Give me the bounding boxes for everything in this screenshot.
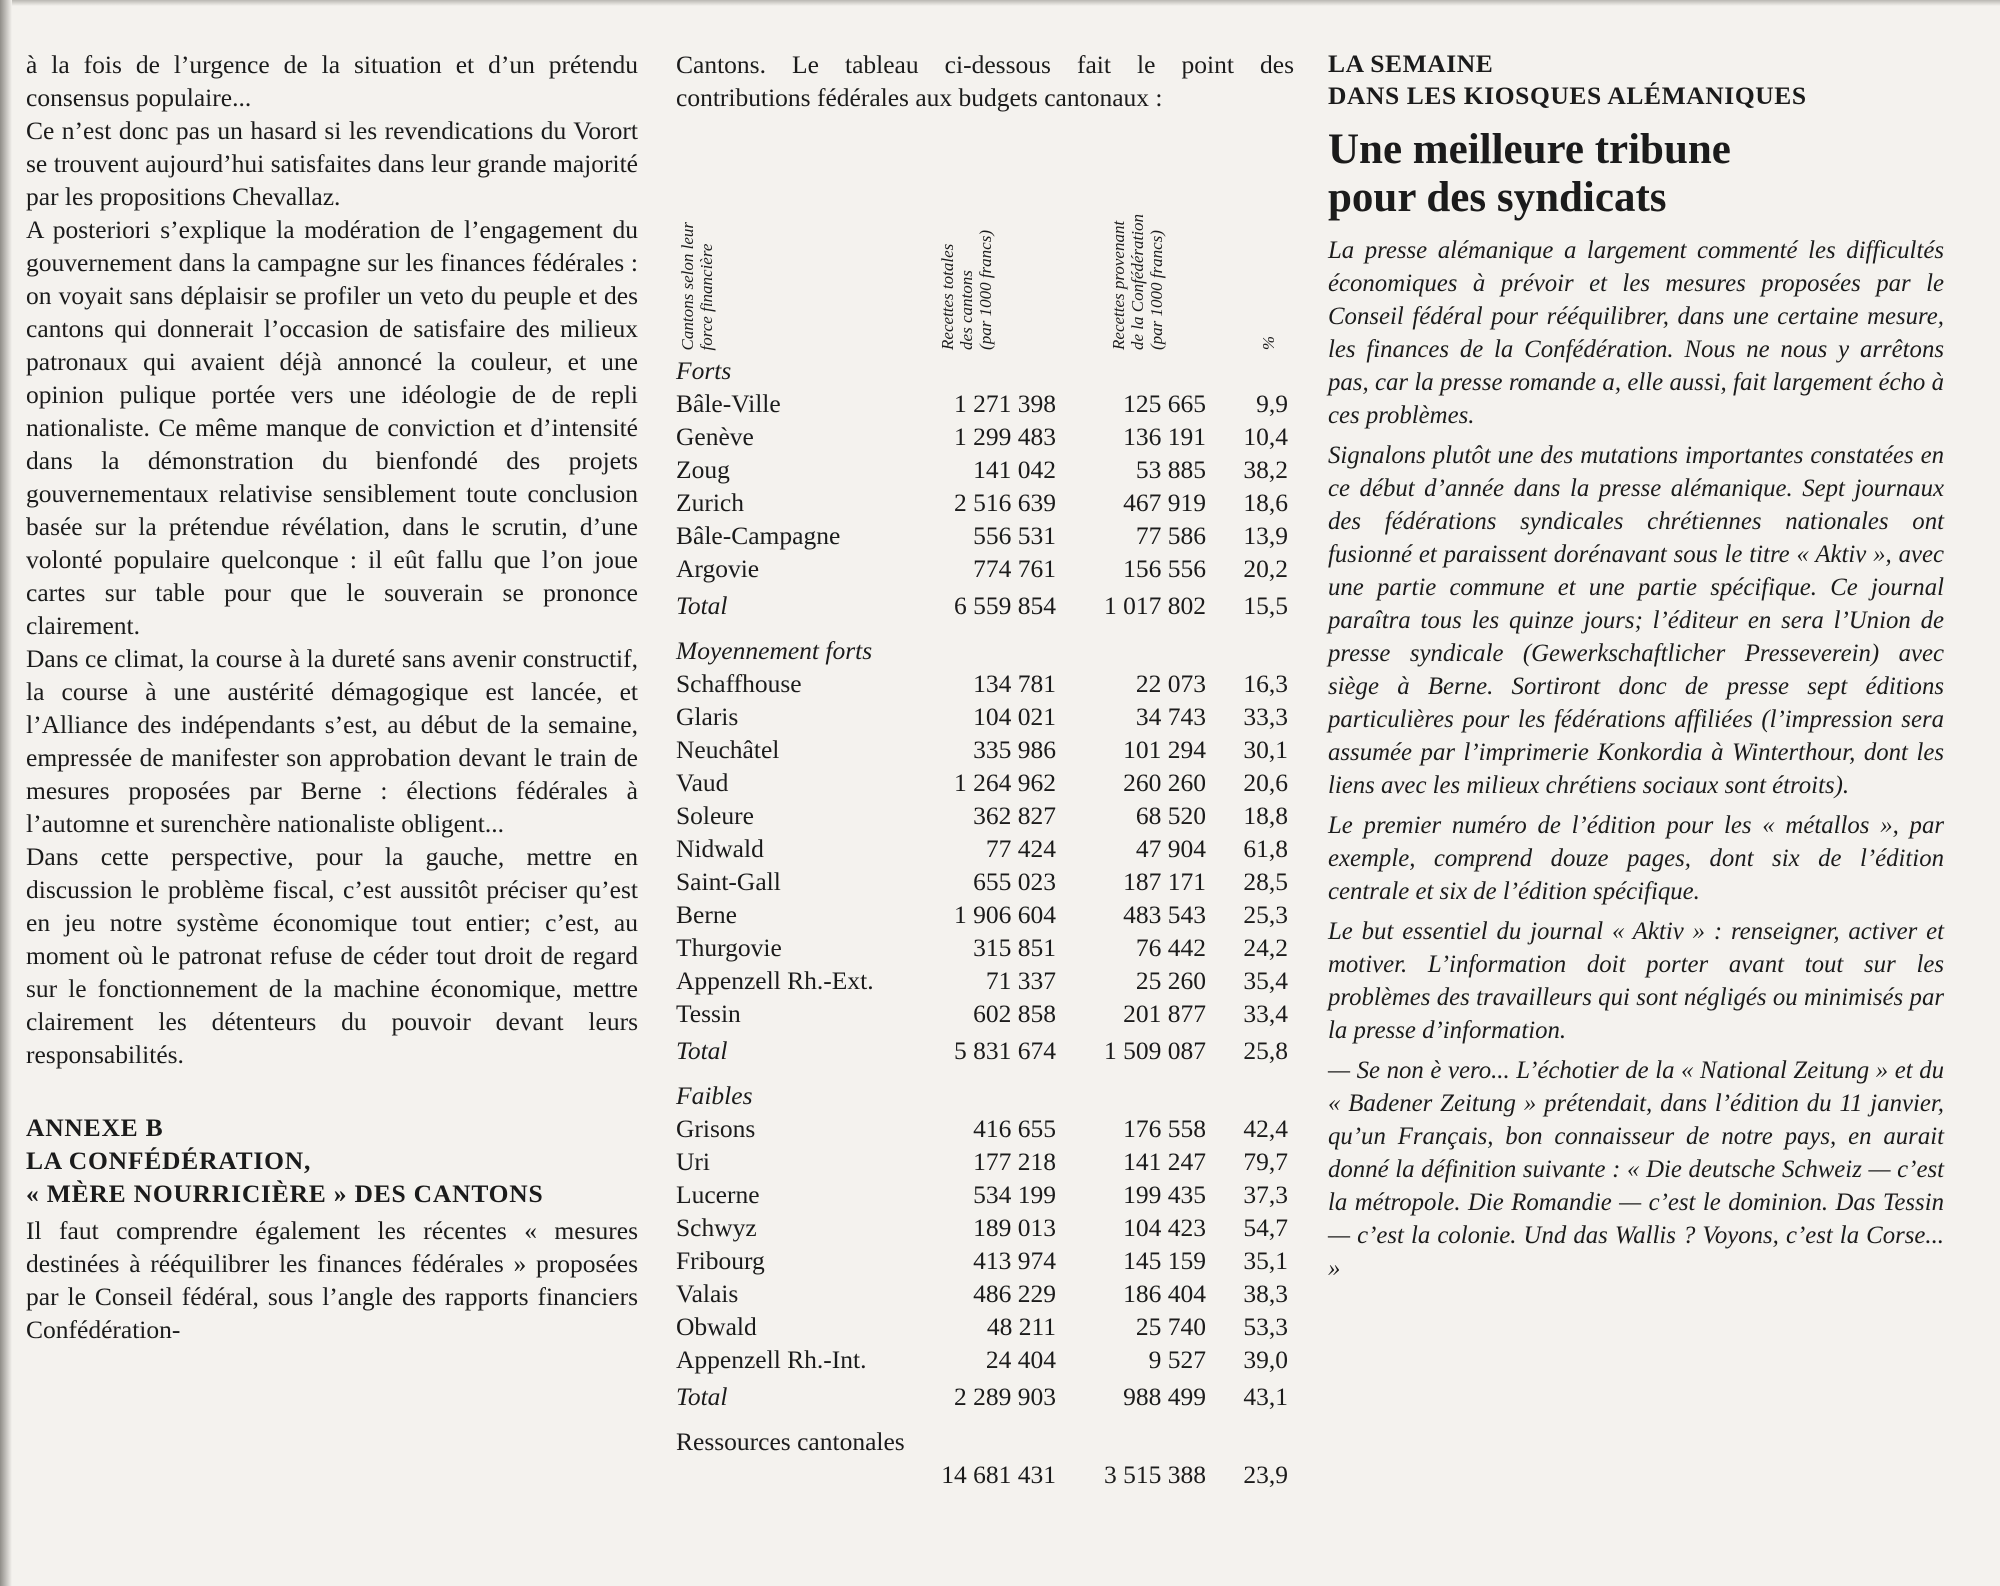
canton-name: Valais [676,1279,739,1308]
federal-revenue-value: 104 423 [1123,1213,1206,1242]
section-kicker: DANS LES KIOSQUES ALÉMANIQUES [1328,81,1807,110]
group-spacer [676,622,1294,634]
federal-revenue-value: 483 543 [1123,900,1206,929]
middle-column [676,48,1294,1491]
percent-value: 35,4 [1243,966,1288,995]
total-revenue-value: 1 264 962 [954,768,1056,797]
table-row [676,1145,1294,1178]
canton-name: Zoug [676,455,730,484]
total-revenue-value: 6 559 854 [954,591,1056,620]
right-column [1328,48,1944,1292]
federal-revenue-value: 25 260 [1135,966,1206,995]
federal-revenue-value: 187 171 [1123,867,1206,896]
group-title: Moyennement forts [676,636,873,665]
total-revenue-value: 486 229 [973,1279,1056,1308]
percent-value: 18,8 [1243,801,1288,830]
total-revenue-value: 1 906 604 [954,900,1056,929]
percent-value: 54,7 [1243,1213,1288,1242]
percent-value: 24,2 [1243,933,1288,962]
total-revenue-value: 5 831 674 [954,1036,1056,1065]
federal-revenue-value: 125 665 [1123,389,1206,418]
group-total-row [676,589,1294,622]
canton-name: Total [676,591,728,620]
federal-revenue-value: 3 515 388 [1104,1460,1206,1489]
percent-value: 43,1 [1243,1382,1288,1411]
percent-value: 33,3 [1243,702,1288,731]
canton-name: Zurich [676,488,744,517]
federal-revenue-value: 1 509 087 [1104,1036,1206,1065]
federal-revenue-value: 988 499 [1123,1382,1206,1411]
canton-name: Bâle-Campagne [676,521,841,550]
percent-value: 53,3 [1243,1312,1288,1341]
total-revenue-value: 14 681 431 [941,1460,1056,1489]
canton-name: Appenzell Rh.-Ext. [676,966,874,995]
total-revenue-value: 177 218 [973,1147,1056,1176]
canton-name: Glaris [676,702,739,731]
total-revenue-value: 416 655 [973,1114,1056,1143]
table-body [676,354,1294,1491]
total-revenue-value: 655 023 [973,867,1056,896]
percent-value: 25,3 [1243,900,1288,929]
canton-name: Ressources cantonales [676,1427,905,1456]
table-row [676,733,1294,766]
canton-name: Grisons [676,1114,756,1143]
federal-revenue-value: 1 017 802 [1104,591,1206,620]
canton-name: Tessin [676,999,741,1028]
canton-name: Berne [676,900,737,929]
scan-edge-top [0,0,2000,6]
header-total-revenue: Recettes totales des cantons (par 1000 francs) [938,230,995,350]
percent-value: 20,6 [1243,768,1288,797]
percent-value: 38,2 [1243,455,1288,484]
paragraph: Ce n’est donc pas un hasard si les revendications du Vorort se trouvent aujourd’hui satisfaites dans leur grande majorité par les propositions Chevallaz. [26,116,638,211]
federal-revenue-value: 141 247 [1123,1147,1206,1176]
table-row [676,964,1294,997]
percent-value: 10,4 [1243,422,1288,451]
percent-value: 79,7 [1243,1147,1288,1176]
canton-name: Obwald [676,1312,757,1341]
percent-value: 23,9 [1243,1460,1288,1489]
federal-revenue-value: 34 743 [1135,702,1206,731]
total-revenue-value: 189 013 [973,1213,1056,1242]
canton-name: Schwyz [676,1213,757,1242]
percent-value: 25,8 [1243,1036,1288,1065]
canton-name: Appenzell Rh.-Int. [676,1345,867,1374]
total-revenue-value: 556 531 [973,521,1056,550]
federal-revenue-value: 76 442 [1135,933,1206,962]
header-percent: % [1259,335,1278,350]
total-revenue-value: 48 211 [986,1312,1056,1341]
percent-value: 39,0 [1243,1345,1288,1374]
table-intro: Cantons. Le tableau ci-dessous fait le point des contributions fédérales aux budgets cantonaux : [676,50,1294,112]
annexe-heading [26,1111,638,1210]
paragraph: A posteriori s’explique la modération de l’engagement du gouvernement dans la campagne sur les finances fédérales : on voyait sans déplaisir se profiler un veto du peuple et des cantons qui donnerait l’occasion de satisfaire des milieux patronaux qui avaient déjà annoncé la couleur, et une opinion pulique portée vers une idéologie de de repli nationaliste. Ce même manque de conviction et d’intensité dans la démonstration du bienfondé des projets gouvernementaux relativise sensiblement toute conclusion basée sur la prétendue révélation, dans le scrutin, d’une volonté populaire quelconque : il eût fallu que l’on joue cartes sur table pour que le souverain se prononce clairement. [26,215,638,640]
percent-value: 33,4 [1243,999,1288,1028]
federal-revenue-value: 101 294 [1123,735,1206,764]
paragraph: Dans ce climat, la course à la dureté sans avenir constructif, la course à une austérité démagogique est lancée, et l’Alliance des indépendants s’est, au début de la semaine, empressée de manifester son approbation devant le train de mesures proposées par Berne : élections fédérales à l’automne et surenchère nationaliste obligent... [26,644,638,838]
federal-revenue-value: 467 919 [1123,488,1206,517]
table-row [676,667,1294,700]
total-revenue-value: 24 404 [985,1345,1056,1374]
section-kicker: LA SEMAINE [1328,49,1494,78]
federal-revenue-value: 68 520 [1135,801,1206,830]
total-revenue-value: 141 042 [973,455,1056,484]
table-row [676,766,1294,799]
percent-value: 20,2 [1243,554,1288,583]
canton-name: Lucerne [676,1180,760,1209]
total-revenue-value: 104 021 [973,702,1056,731]
percent-value: 61,8 [1243,834,1288,863]
header-canton: Cantons selon leur force financière [678,221,716,350]
total-revenue-value: 2 289 903 [954,1382,1056,1411]
article-paragraph: La presse alémanique a largement commenté les difficultés économiques à prévoir et les mesures proposées par le Conseil fédéral pour rééquilibrer, dans une certaine mesure, les finances de la Confédération. Nous ne nous y arrêtons pas, car la presse romande a, elle aussi, fait largement écho à ces problèmes. [1328,237,1944,429]
percent-value: 9,9 [1256,389,1288,418]
table-row [676,1112,1294,1145]
percent-value: 28,5 [1243,867,1288,896]
scan-edge-left [0,0,12,1586]
canton-name: Vaud [676,768,729,797]
headline-line: Une meilleure tribune [1328,126,1731,173]
header-federal-revenue: Recettes provenant de la Confédération (par 1000 francs) [1109,214,1166,350]
percent-value: 30,1 [1243,735,1288,764]
group-title: Faibles [676,1081,753,1110]
table-row [676,519,1294,552]
canton-name: Total [676,1382,728,1411]
percent-value: 37,3 [1243,1180,1288,1209]
federal-revenue-value: 260 260 [1123,768,1206,797]
total-revenue-value: 413 974 [973,1246,1056,1275]
federal-revenue-value: 9 527 [1148,1345,1206,1374]
canton-name: Total [676,1036,728,1065]
table-row [676,1244,1294,1277]
canton-name: Argovie [676,554,760,583]
canton-name: Fribourg [676,1246,765,1275]
total-revenue-value: 1 299 483 [954,422,1056,451]
table-row [676,898,1294,931]
total-revenue-value: 335 986 [973,735,1056,764]
table-row [676,1310,1294,1343]
total-revenue-value: 77 424 [985,834,1056,863]
table-row [676,799,1294,832]
article-headline [1328,126,1944,222]
table-row [676,453,1294,486]
annexe-paragraph: Il faut comprendre également les récentes « mesures destinées à rééquilibrer les finances fédérales » proposées par le Conseil fédéral, sous l’angle des rapports financiers Confédération- [26,1216,638,1344]
table-row [676,1343,1294,1376]
total-revenue-value: 134 781 [973,669,1056,698]
percent-value: 16,3 [1243,669,1288,698]
canton-name: Soleure [676,801,754,830]
total-revenue-value: 774 761 [973,554,1056,583]
table-row [676,700,1294,733]
table-row [676,486,1294,519]
percent-value: 18,6 [1243,488,1288,517]
table-row [676,420,1294,453]
total-revenue-value: 71 337 [985,966,1056,995]
canton-name: Neuchâtel [676,735,780,764]
article-paragraph: Le premier numéro de l’édition pour les « métallos », par exemple, comprend douze pages, dont six de l’édition centrale et six de l’édition spécifique. [1328,812,1944,905]
canton-name: Saint-Gall [676,867,781,896]
table-header [676,114,1294,354]
canton-name: Bâle-Ville [676,389,781,418]
article-paragraph: — Se non è vero... L’échotier de la « National Zeitung » et du « Badener Zeitung » prétendait, dans l’édition du 11 janvier, qu’un Français, bon connaisseur de notre pays, en aurait donné la définition suivante : « Die deutsche Schweiz — c’est la métropole. Die Romandie — c’est le dominion. Das Tessin — c’est la colonie. Und das Wallis ? Voyons, c’est la Corse... » [1328,1057,1944,1282]
federal-revenue-value: 47 904 [1135,834,1206,863]
percent-value: 13,9 [1243,521,1288,550]
group-title: Forts [676,356,732,385]
group-spacer [676,1067,1294,1079]
total-revenue-value: 2 516 639 [954,488,1056,517]
article-paragraph: Le but essentiel du journal « Aktiv » : renseigner, activer et motiver. L’information doit porter avant tout sur les problèmes des travailleurs qui sont négligés ou minimisés par la presse d’information. [1328,918,1944,1044]
total-revenue-value: 534 199 [973,1180,1056,1209]
headline-line: pour des syndicats [1328,174,1667,221]
total-revenue-value: 315 851 [973,933,1056,962]
canton-name: Genève [676,422,754,451]
federal-revenue-value: 136 191 [1123,422,1206,451]
federal-revenue-value: 186 404 [1123,1279,1206,1308]
canton-name: Nidwald [676,834,764,863]
annexe-title-line: LA CONFÉDÉRATION, [26,1146,312,1175]
annexe-title-line: ANNEXE B [26,1113,164,1142]
group-total-row [676,1380,1294,1413]
table-row [676,1178,1294,1211]
federal-revenue-value: 199 435 [1123,1180,1206,1209]
canton-name: Schaffhouse [676,669,802,698]
federal-revenue-value: 53 885 [1135,455,1206,484]
canton-name: Thurgovie [676,933,782,962]
federal-revenue-value: 176 558 [1123,1114,1206,1143]
table-row [676,832,1294,865]
federal-revenue-value: 156 556 [1123,554,1206,583]
federal-revenue-value: 145 159 [1123,1246,1206,1275]
table-row [676,865,1294,898]
federal-revenue-value: 201 877 [1123,999,1206,1028]
total-revenue-value: 1 271 398 [954,389,1056,418]
article-paragraph: Signalons plutôt une des mutations importantes constatées en ce début d’année dans la presse alémanique. Sept journaux des fédérations syndicales chrétiennes nationales ont fusionné et paraissent dorénavant sous le titre « Aktiv », avec une partie commune et une partie spécifique. Ce journal paraîtra tous les quinze jours; l’éditeur en sera l’Union de presse syndicale (Gewerkschaftlicher Presseverein) avec siège à Berne. Sortiront donc de presse sept éditions particulières pour les fédérations affiliées (l’impression sera assumée par l’imprimerie Konkordia à Winterthour, dont les liens avec les milieux chrétiens sociaux sont étroits). [1328,442,1944,799]
table-row [676,931,1294,964]
table-row [676,997,1294,1030]
paragraph: à la fois de l’urgence de la situation et d’un prétendu consensus populaire... [26,50,638,112]
federal-revenue-value: 77 586 [1135,521,1206,550]
federal-revenue-value: 25 740 [1135,1312,1206,1341]
percent-value: 42,4 [1243,1114,1288,1143]
table-row [676,387,1294,420]
percent-value: 38,3 [1243,1279,1288,1308]
left-column [26,48,638,1346]
total-revenue-value: 602 858 [973,999,1056,1028]
table-row [676,1211,1294,1244]
table-row [676,1277,1294,1310]
total-revenue-value: 362 827 [973,801,1056,830]
canton-name: Uri [676,1147,710,1176]
percent-value: 15,5 [1243,591,1288,620]
table-row [676,552,1294,585]
federal-revenue-value: 22 073 [1135,669,1206,698]
group-spacer [676,1413,1294,1425]
percent-value: 35,1 [1243,1246,1288,1275]
paragraph: Dans cette perspective, pour la gauche, mettre en discussion le problème fiscal, c’est aussitôt préciser qu’est en jeu notre système économique tout entier; c’est, au moment où le patronat refuse de céder tout droit de regard sur le fonctionnement de la machine économique, mettre clairement les détenteurs du pouvoir devant leurs responsabilités. [26,842,638,1069]
annexe-title-line: « MÈRE NOURRICIÈRE » DES CANTONS [26,1179,544,1208]
grand-total-row [676,1425,1294,1491]
group-total-row [676,1034,1294,1067]
